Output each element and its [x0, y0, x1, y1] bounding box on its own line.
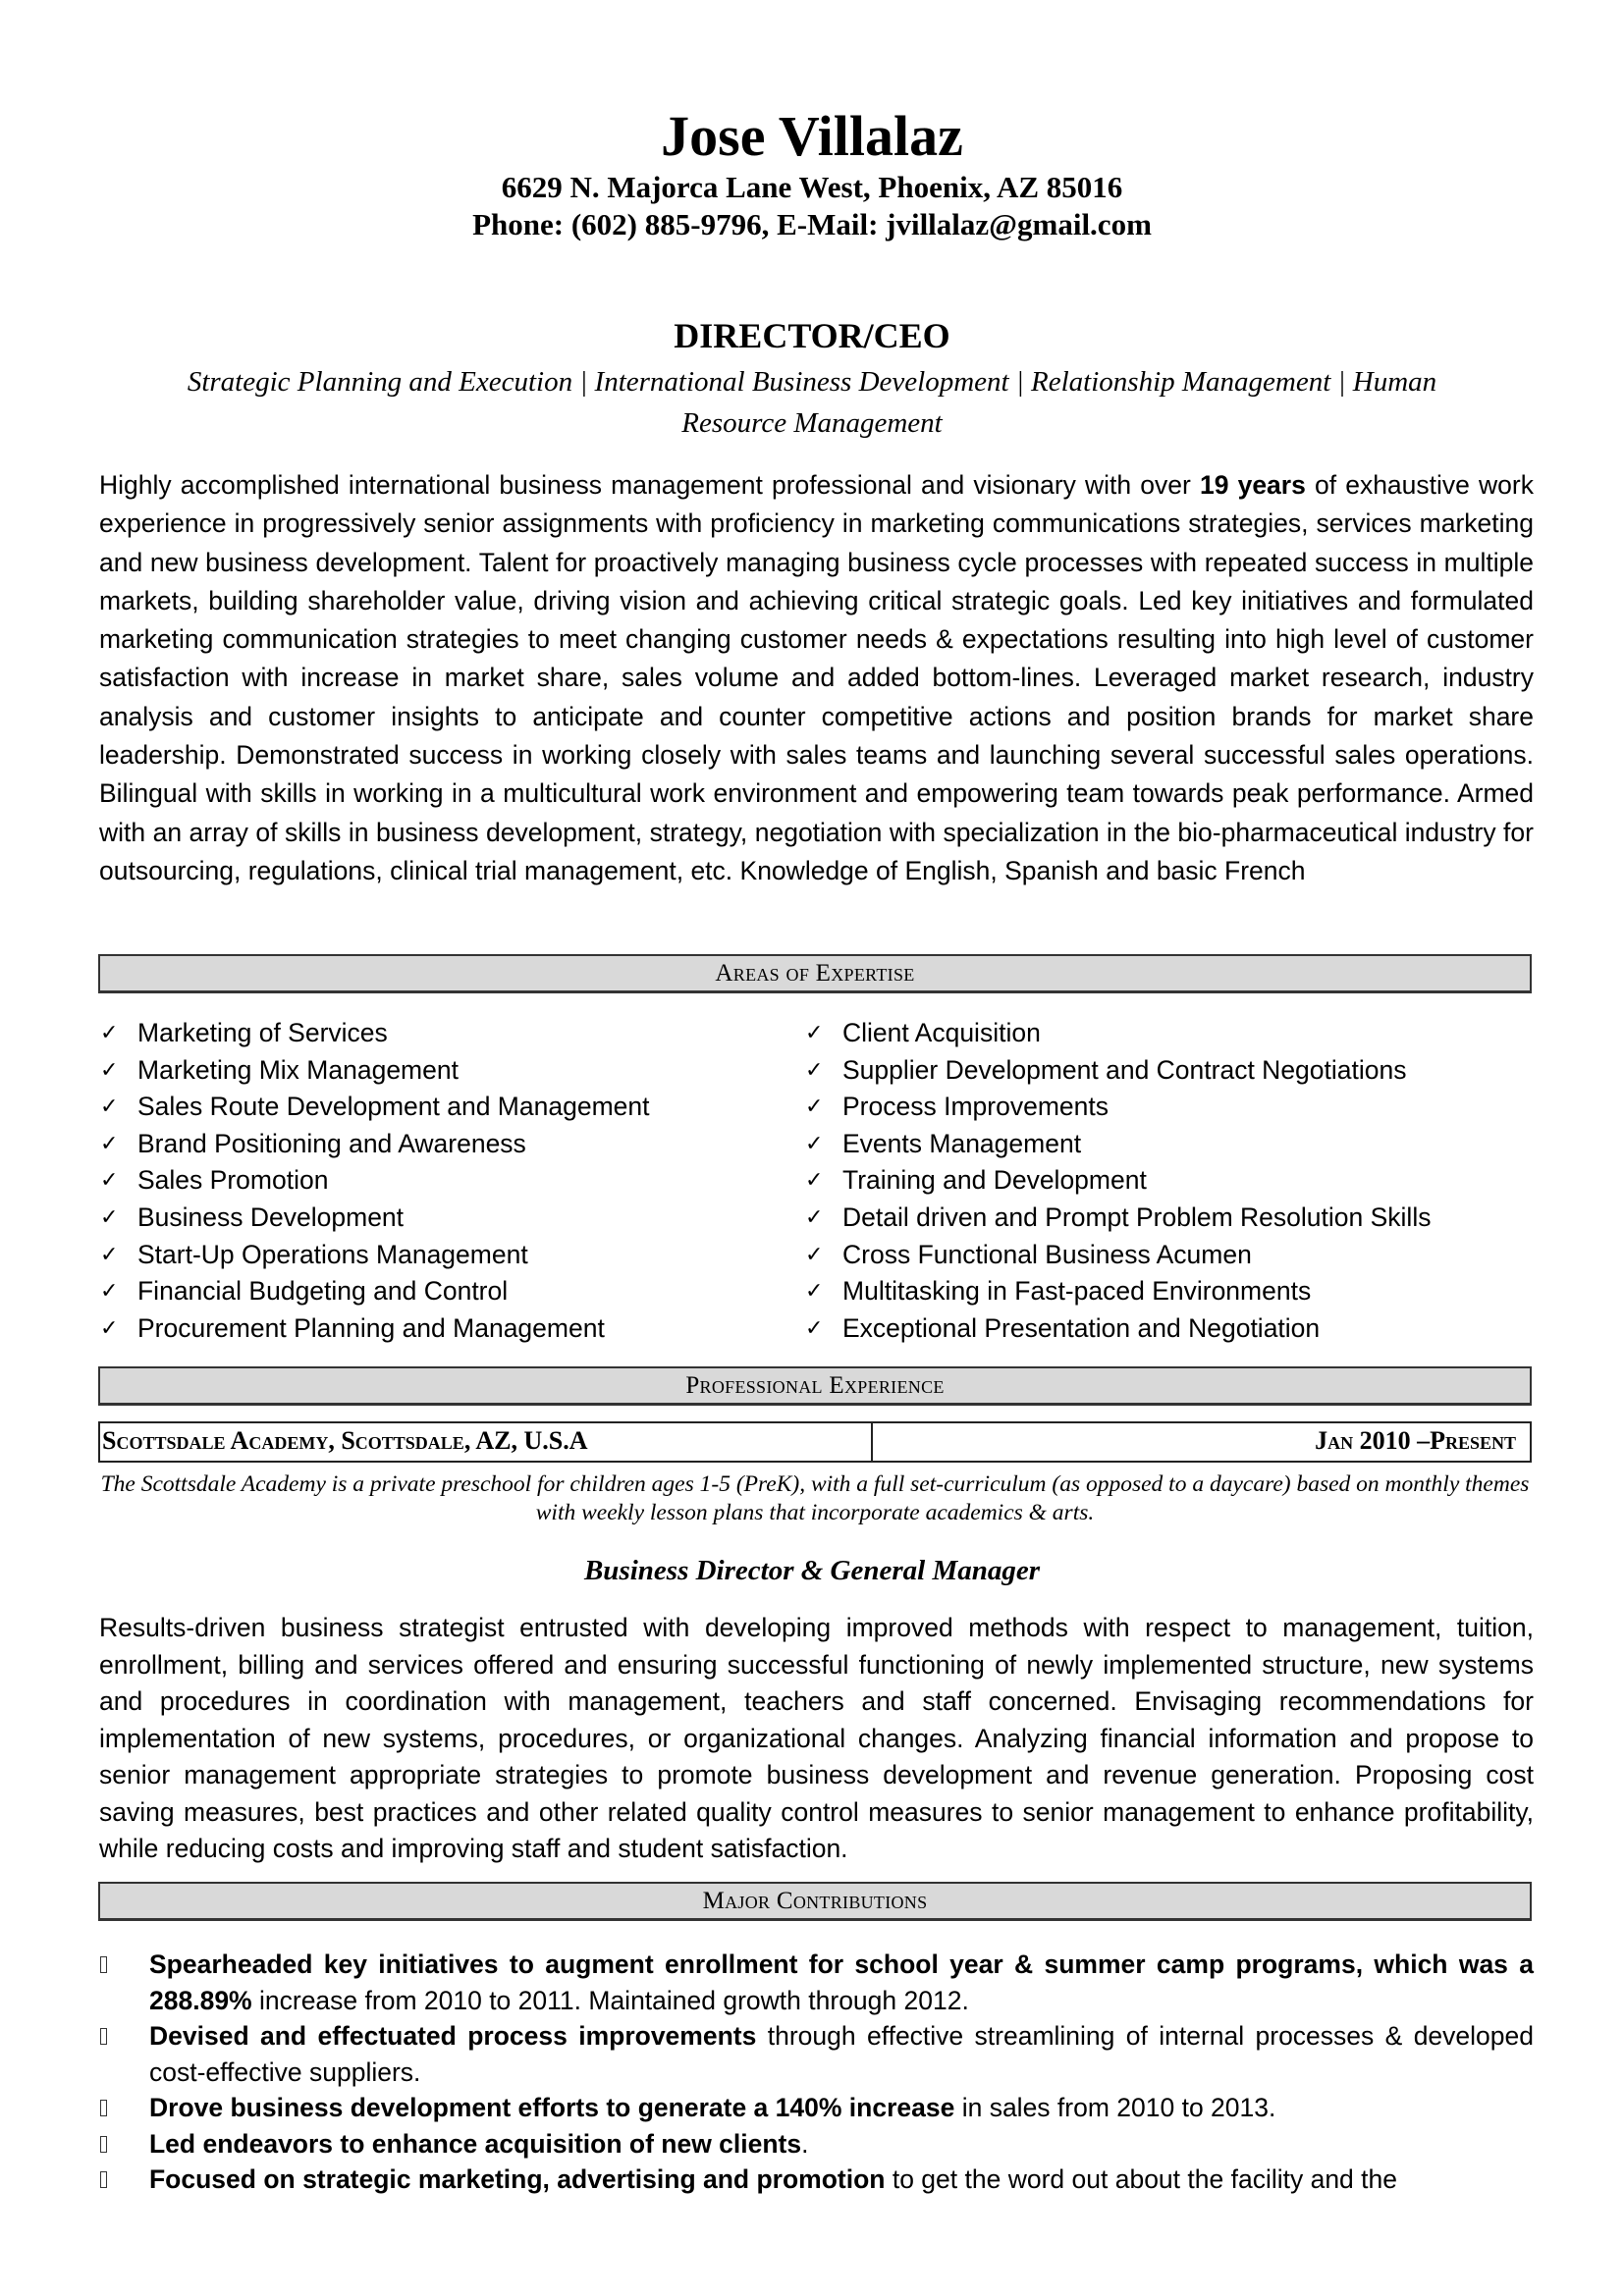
check-icon: ✓: [100, 1168, 119, 1194]
expertise-label: Cross Functional Business Acumen: [842, 1239, 1252, 1269]
expertise-label: Sales Promotion: [137, 1165, 329, 1196]
expertise-item: [100, 1052, 787, 1090]
summary-years-highlight: 19 years: [1199, 470, 1306, 500]
employer-name: Scottsdale Academy, Scottsdale, AZ, U.S.A: [100, 1423, 873, 1461]
expertise-item: [100, 1200, 787, 1237]
bullet-icon: [100, 1956, 107, 1973]
contribution-text: increase from 2010 to 2011. Maintained growth through 2012.: [251, 1985, 969, 2015]
contribution-text: through effective streamlining of internal processes & developed cost-effective suppliers.: [149, 2021, 1534, 2087]
contribution-text: .: [801, 2128, 809, 2159]
summary-text-start: Highly accomplished international business management professional and visionary with over: [99, 470, 1200, 500]
expertise-label: Business Development: [137, 1201, 405, 1232]
contribution-item: [98, 1947, 1534, 2018]
check-icon: ✓: [805, 1057, 824, 1083]
expertise-item: [805, 1200, 1532, 1237]
expertise-label: Events Management: [842, 1128, 1082, 1158]
expertise-item: [100, 1162, 787, 1200]
section-header-expertise: Areas of Expertise: [98, 954, 1532, 993]
expertise-item: [805, 1310, 1532, 1348]
employer-description: The Scottsdale Academy is a private preschool for children ages 1-5 (PreK), with a full set-curriculum (as opposed to a daycare) based on monthly themes with weekly lesson plans that incorporate academics & arts.: [100, 1471, 1530, 1525]
expertise-list-left: [100, 1015, 787, 1347]
expertise-item: [805, 1126, 1532, 1163]
check-icon: ✓: [100, 1204, 119, 1230]
expertise-item: [805, 1015, 1532, 1052]
employer-row: [98, 1421, 1532, 1463]
contribution-item: [98, 2162, 1534, 2198]
expertise-label: Multitasking in Fast-paced Environments: [842, 1276, 1312, 1307]
summary-text-end: of exhaustive work experience in progressively senior assignments with proficiency in marketing communications strategies, services marketing and new business development. Talent for proactively managing business cycle processes with repeated success in multiple markets, building shareholder value, driving vision and achieving critical strategic goals. Led key initiatives and formulated marketing communication strategies to meet changing customer needs & expectations resulting into high level of customer satisfaction with increase in market share, sales volume and added bottom-lines. Leveraged market research, industry analysis and customer insights to anticipate and counter competitive actions and position brands for market share leadership. Demonstrated success in working closely with sales teams and launching several successful sales operations. Bilingual with skills in working in a multicultural work environment and empowering team towards peak performance. Armed with an array of skills in business development, strategy, negotiation with specialization in the bio-pharmaceutical industry for outsourcing, regulations, clinical trial management, etc. Knowledge of English, Spanish and basic French: [99, 470, 1534, 885]
employment-dates: Jan 2010 –Present: [1315, 1426, 1516, 1455]
contribution-item: [98, 2126, 1534, 2163]
expertise-item: [805, 1162, 1532, 1200]
check-icon: ✓: [100, 1131, 119, 1156]
contribution-highlight: Drove business development efforts to generate a 140% increase: [149, 2093, 955, 2122]
contribution-text: to get the word out about the facility and the: [885, 2164, 1397, 2194]
expertise-item: [100, 1089, 787, 1126]
professional-summary: [99, 466, 1534, 890]
check-icon: ✓: [805, 1315, 824, 1341]
contribution-highlight: Led endeavors to enhance acquisition of new clients: [149, 2128, 802, 2159]
check-icon: ✓: [805, 1279, 824, 1305]
role-tagline: Strategic Planning and Execution | International Business Development | Relationship Management | Human Resource Management: [187, 366, 1437, 439]
expertise-label: Client Acquisition: [842, 1018, 1041, 1047]
job-title: Business Director & General Manager: [583, 1555, 1041, 1586]
expertise-label: Procurement Planning and Management: [137, 1312, 605, 1343]
expertise-label: Marketing Mix Management: [137, 1054, 459, 1085]
section-header-contributions: Major Contributions: [98, 1882, 1532, 1921]
expertise-item: [100, 1126, 787, 1163]
expertise-label: Marketing of Services: [137, 1018, 388, 1047]
contribution-highlight: Focused on strategic marketing, advertising and promotion: [149, 2164, 886, 2194]
contribution-highlight: Devised and effectuated process improvements: [149, 2021, 757, 2051]
expertise-label: Exceptional Presentation and Negotiation: [842, 1312, 1321, 1343]
job-description: Results-driven business strategist entrusted with developing improved methods with respect to management, tuition, enrollment, billing and services offered and ensuring successful functioning of newly implemented structure, new systems and procedures in coordination with management, teachers and staff concerned. Envisaging recommendations for implementation of new systems, procedures, or organizational changes. Analyzing financial information and propose to senior management appropriate strategies to promote business development and revenue generation. Proposing cost saving measures, best practices and other related quality control measures to senior management to enhance profitability, while reducing costs and improving staff and student satisfaction.: [99, 1613, 1534, 1863]
contributions-list: [98, 1947, 1534, 2198]
expertise-label: Detail driven and Prompt Problem Resolution Skills: [842, 1201, 1432, 1232]
expertise-item: [805, 1089, 1532, 1126]
expertise-item: [100, 1237, 787, 1274]
check-icon: ✓: [805, 1131, 824, 1156]
bullet-icon: [100, 2171, 107, 2188]
check-icon: ✓: [100, 1279, 119, 1305]
contribution-highlight: Spearheaded key initiatives to augment enrollment for school year & summer camp programs, which was a 288.89%: [149, 1949, 1534, 2015]
target-role: DIRECTOR/CEO: [674, 316, 950, 355]
bullet-icon: [100, 2028, 107, 2045]
check-icon: ✓: [100, 1057, 119, 1083]
check-icon: ✓: [100, 1095, 119, 1120]
expertise-label: Start-Up Operations Management: [137, 1239, 528, 1269]
expertise-label: Financial Budgeting and Control: [137, 1276, 509, 1307]
contribution-text: in sales from 2010 to 2013.: [954, 2093, 1276, 2122]
expertise-item: [100, 1015, 787, 1052]
check-icon: ✓: [805, 1095, 824, 1120]
expertise-item: [100, 1273, 787, 1310]
expertise-label: Supplier Development and Contract Negotiations: [842, 1054, 1407, 1085]
expertise-item: [805, 1237, 1532, 1274]
section-header-experience: Professional Experience: [98, 1366, 1532, 1406]
contact-info: Phone: (602) 885-9796, E-Mail: jvillalaz@gmail.com: [472, 207, 1152, 241]
check-icon: ✓: [805, 1021, 824, 1045]
bullet-icon: [100, 2136, 107, 2153]
address: 6629 N. Majorca Lane West, Phoenix, AZ 85016: [501, 170, 1123, 204]
check-icon: ✓: [100, 1021, 119, 1045]
expertise-item: [805, 1273, 1532, 1310]
contribution-item: [98, 2090, 1534, 2126]
expertise-label: Process Improvements: [842, 1092, 1109, 1122]
contribution-item: [98, 2018, 1534, 2090]
check-icon: ✓: [805, 1168, 824, 1194]
expertise-label: Sales Route Development and Management: [137, 1092, 650, 1122]
expertise-label: Brand Positioning and Awareness: [137, 1128, 526, 1158]
bullet-icon: [100, 2100, 107, 2116]
expertise-label: Training and Development: [842, 1165, 1147, 1196]
check-icon: ✓: [805, 1242, 824, 1267]
expertise-item: [805, 1052, 1532, 1090]
check-icon: ✓: [100, 1242, 119, 1267]
candidate-name: Jose Villalaz: [661, 104, 963, 168]
check-icon: ✓: [100, 1315, 119, 1341]
expertise-item: [100, 1310, 787, 1348]
expertise-list-right: [805, 1015, 1532, 1347]
check-icon: ✓: [805, 1204, 824, 1230]
